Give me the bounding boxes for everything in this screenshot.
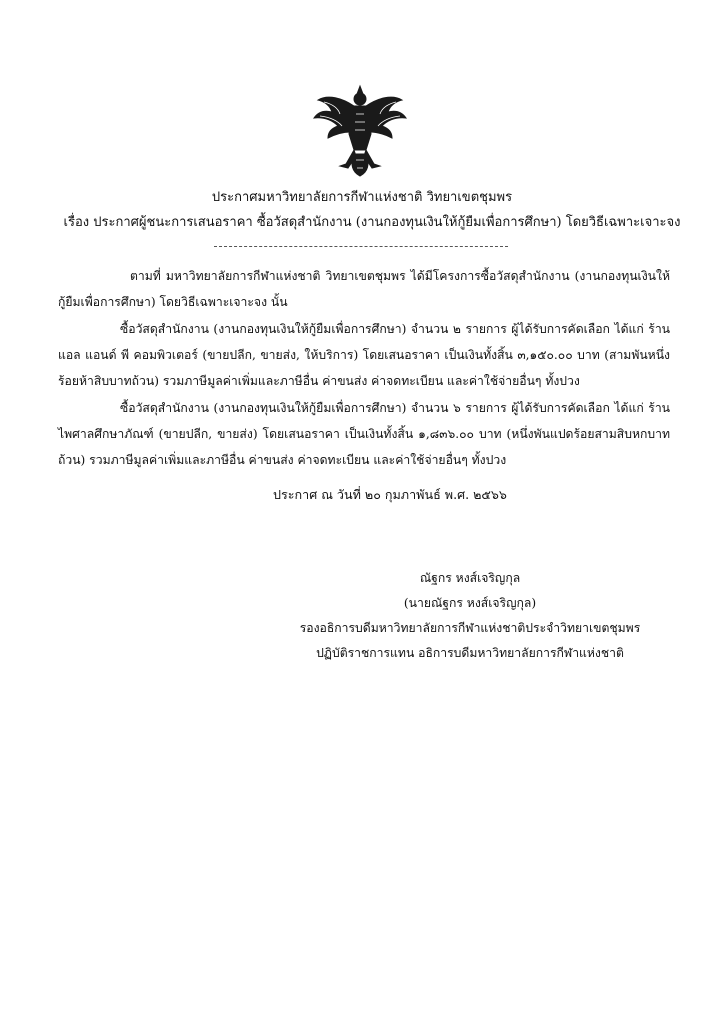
signature: ณัฐกร หงส์เจริญกุล xyxy=(419,571,521,585)
signature-block xyxy=(280,566,660,666)
announcement-subject: เรื่อง ประกาศผู้ชนะการเสนอราคา ซื้อวัสดุสำนักงาน (งานกองทุนเงินให้กู้ยืมเพื่อการศึกษา) โดยวิธีเฉพาะเจาะจง xyxy=(63,215,681,230)
signer-acting-role: ปฏิบัติราชการแทน อธิการบดีมหาวิทยาลัยการกีฬาแห่งชาติ xyxy=(316,646,624,660)
garuda-emblem-icon xyxy=(310,84,410,178)
signer-full-name: (นายณัฐกร หงส์เจริญกุล) xyxy=(403,596,537,610)
divider xyxy=(214,246,508,247)
signer-position: รองอธิการบดีมหาวิทยาลัยการกีฬาแห่งชาติประจำวิทยาเขตชุมพร xyxy=(299,621,641,635)
announcement-date: ประกาศ ณ วันที่ ๒๐ กุมภาพันธ์ พ.ศ. ๒๕๖๖ xyxy=(273,487,507,502)
paragraph-winner-1: ซื้อวัสดุสำนักงาน (งานกองทุนเงินให้กู้ยืมเพื่อการศึกษา) จำนวน ๒ รายการ ผู้ได้รับการคัดเลือก ได้แก่ ร้านแอล แอนด์ พี คอมพิวเตอร์ (ขายปลีก, ขายส่ง, ให้บริการ) โดยเสนอราคา เป็นเงินทั้งสิ้น ๓,๑๕๐.๐๐ บาท (สามพันหนึ่งร้อยห้าสิบบาทถ้วน) รวมภาษีมูลค่าเพิ่มและภาษีอื่น ค่าขนส่ง ค่าจดทะเบียน และค่าใช้จ่ายอื่นๆ ทั้งปวง xyxy=(58,322,670,388)
paragraph-winner-2: ซื้อวัสดุสำนักงาน (งานกองทุนเงินให้กู้ยืมเพื่อการศึกษา) จำนวน ๖ รายการ ผู้ได้รับการคัดเลือก ได้แก่ ร้านไพศาลศึกษาภัณฑ์ (ขายปลีก, ขายส่ง) โดยเสนอราคา เป็นเงินทั้งสิ้น ๑,๘๓๖.๐๐ บาท (หนึ่งพันแปดร้อยสามสิบหกบาทถ้วน) รวมภาษีมูลค่าเพิ่มและภาษีอื่น ค่าขนส่ง ค่าจดทะเบียน และค่าใช้จ่ายอื่นๆ ทั้งปวง xyxy=(58,401,670,467)
announcement-title: ประกาศมหาวิทยาลัยการกีฬาแห่งชาติ วิทยาเขตชุมพร xyxy=(211,190,513,205)
paragraph-intro: ตามที่ มหาวิทยาลัยการกีฬาแห่งชาติ วิทยาเขตชุมพร ได้มีโครงการซื้อวัสดุสำนักงาน (งานกองทุนเงินให้กู้ยืมเพื่อการศึกษา) โดยวิธีเฉพาะเจาะจง นั้น xyxy=(58,269,670,309)
